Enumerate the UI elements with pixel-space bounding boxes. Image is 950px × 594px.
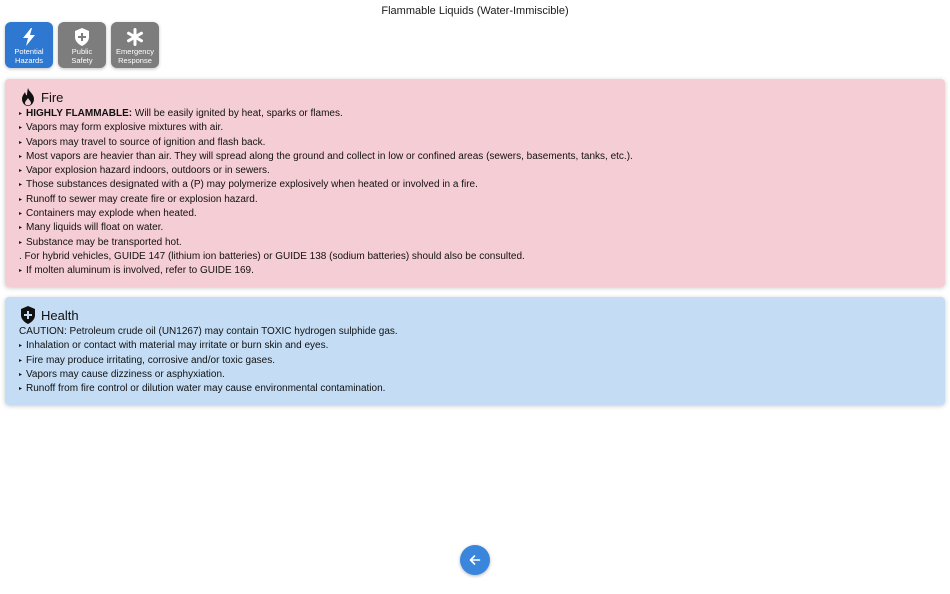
tab-public-safety[interactable] [58,22,106,68]
tab-label-line2: Safety [71,55,93,65]
list-item [19,264,931,278]
list-item-text: Those substances designated with a (P) may polymerize explosively when heated or involved in a fire. [26,179,478,191]
highly-flammable-label: HIGHLY FLAMMABLE: [26,108,133,119]
bullet-icon: ▸ [19,386,23,393]
list-item-text: If molten aluminum is involved, refer to GUIDE 169. [26,265,254,277]
list-item [19,164,931,178]
tab-label-line1: Potential [14,47,44,56]
bullet-icon: ▸ [19,168,23,175]
bullet-icon: ▸ [19,268,23,275]
list-item-text: Most vapors are heavier than air. They will spread along the ground and collect in low or confined areas (sewers, basements, tanks, etc.). [26,150,633,162]
list-item-text: Vapors may cause dizziness or asphyxiation. [26,368,225,380]
tab-label [14,48,43,65]
list-item-text: Containers may explode when heated. [26,208,197,220]
bullet-icon: ▸ [19,111,23,117]
fire-title: Fire [41,89,64,105]
bullet-icon: ▸ [19,371,23,378]
bullet-icon: ▸ [19,153,23,160]
bullet-icon: ▸ [19,239,23,246]
tab-label [116,48,154,65]
tab-bar [5,22,159,68]
health-card [5,297,945,405]
bullet-icon: ▸ [19,225,23,232]
list-item-text: Runoff from fire control or dilution water may cause environmental contamination. [26,383,386,395]
list-item-text: Substance may be transported hot. [26,236,182,248]
page-title: Flammable Liquids (Water-Immiscible) [381,5,569,17]
bullet-icon: ▸ [19,182,23,189]
tab-label-line2: Response [118,55,152,65]
list-item [19,221,931,235]
tab-label [71,48,92,65]
shield-cross-icon [72,27,92,47]
health-header [19,305,931,325]
back-button[interactable] [460,545,490,575]
bullet-icon: ▸ [19,139,23,146]
bullet-icon: ▸ [19,125,23,132]
fire-list [19,107,931,279]
list-item-text: Vapor explosion hazard indoors, outdoors or in sewers. [26,165,270,177]
list-item [19,121,931,135]
bullet-icon: ▸ [19,357,23,364]
list-item [19,207,931,221]
list-item [19,382,931,396]
list-item [19,236,931,250]
list-item [19,107,931,121]
bullet-icon: ▸ [19,211,23,218]
tab-emergency-response[interactable] [111,22,159,68]
list-item-text: Will be easily ignited by heat, sparks or flames. [132,108,343,119]
fire-header [19,87,931,107]
health-list [19,325,931,396]
health-title: Health [41,307,79,323]
list-item [19,339,931,353]
list-item-text: Inhalation or contact with material may irritate or burn skin and eyes. [26,340,329,352]
list-item [19,136,931,150]
shield-cross-icon [19,306,37,324]
arrow-left-icon [469,554,481,566]
list-item-text: Fire may produce irritating, corrosive and/or toxic gases. [26,354,275,366]
tab-label-line1: Emergency [116,47,154,56]
fire-card [5,79,945,287]
tab-label-line2: Hazards [15,55,43,65]
list-item [19,354,931,368]
list-item [19,193,931,207]
list-item-text: Vapors may form explosive mixtures with air. [26,122,224,134]
lightning-icon [19,27,39,47]
list-item [19,150,931,164]
bullet-icon: ▸ [19,196,23,203]
flame-icon [19,88,37,106]
bullet-icon: ▸ [19,343,23,350]
caution-text: CAUTION: Petroleum crude oil (UN1267) may contain TOXIC hydrogen sulphide gas. [19,326,398,337]
list-item [19,368,931,382]
tab-potential-hazards[interactable] [5,22,53,68]
hybrid-vehicle-note: . For hybrid vehicles, GUIDE 147 (lithium ion batteries) or GUIDE 138 (sodium batteries) should also be consulted. [19,250,525,262]
list-item-text: Runoff to sewer may create fire or explosion hazard. [26,193,258,205]
asterisk-icon [125,27,145,47]
list-item-text: Vapors may travel to source of ignition and flash back. [26,136,266,148]
tab-label-line1: Public [71,47,93,56]
list-item [19,178,931,192]
list-item-text: Many liquids will float on water. [26,222,164,234]
